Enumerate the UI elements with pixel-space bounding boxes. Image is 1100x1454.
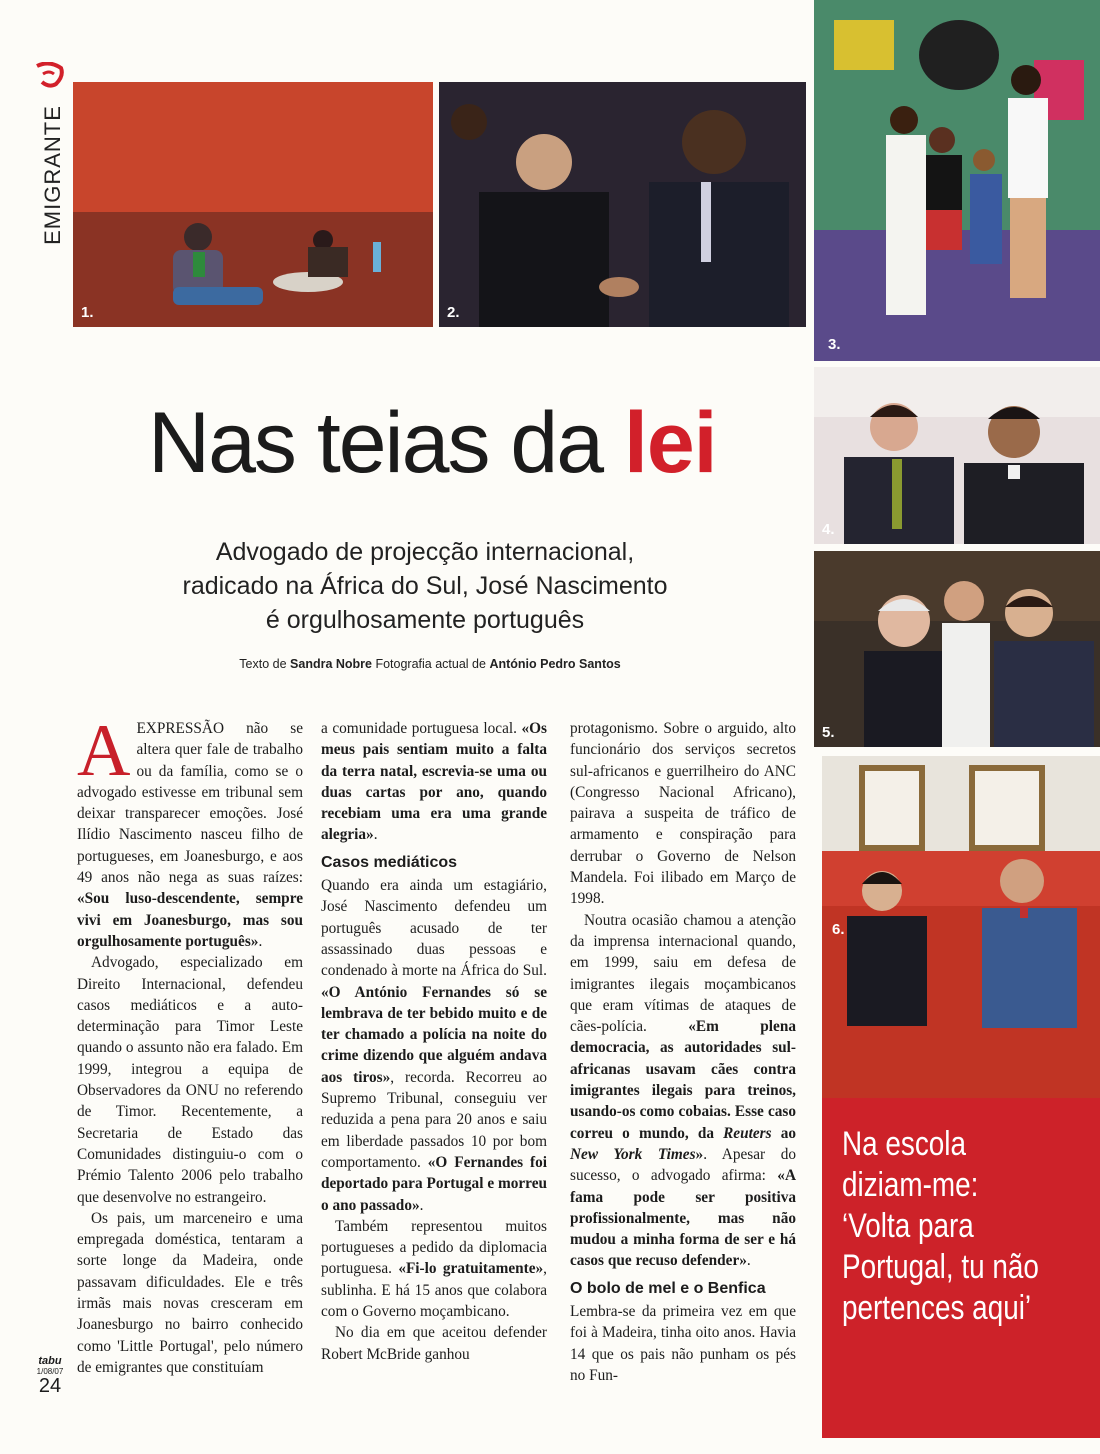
photo-number: 5.: [822, 724, 835, 741]
section-logo-icon: [34, 62, 64, 88]
paragraph: [77, 710, 303, 952]
byline-label: Texto de: [239, 657, 291, 671]
quote-run: «Fi-lo gratuitamente»: [398, 1260, 544, 1278]
quote-run: «O Fernandes foi deportado para Portugal e morreu o ano passado»: [321, 1153, 547, 1214]
pull-quote: Na escola diziam-me: ‘Volta para Portugal, tu não pertences aqui’: [842, 1125, 1039, 1327]
text-run: .: [258, 932, 263, 950]
quote-run: «Em plena democracia, as autoridades sul-africanas usavam cães contra imigrantes ilegais para treinos, usando-os como cobaias. Esse caso correu o mundo, da: [570, 1018, 796, 1142]
headline-text: Nas teias da: [148, 395, 624, 491]
quote-run: «O António Fernandes só se lembrava de ter bebido muito e de ter chamado a polícia na noite do crime dizendo que alguém andava aos tiros»: [321, 983, 547, 1086]
article-column-3: [570, 718, 796, 1386]
photo-number: 1.: [81, 304, 94, 321]
pull-quote-box: [822, 1098, 1100, 1438]
paragraph: Lembra-se da primeira vez em que foi à Madeira, tinha oito anos. Havia 14 que os pais não punham os pés no Fun-: [570, 1303, 796, 1384]
paragraph: protagonismo. Sobre o arguido, alto funcionário dos serviços secretos sul-africanos e guerrilheiro do ANC (Congresso Nacional Africano), pairava a suspeita de tráfico de armamento e conspiração para derrubar o Governo de Nelson Mandela. Foi ilibado em Março de 1998.: [570, 720, 796, 908]
author-name: Sandra Nobre: [290, 657, 372, 671]
section-label: EMIGRANTE: [40, 105, 65, 245]
photo-4: [814, 367, 1100, 544]
folio: [30, 1355, 70, 1396]
photo-1: [73, 82, 433, 327]
text-run: . Apesar do sucesso, o advogado afirma:: [570, 1145, 796, 1185]
quote-run: ao: [771, 1124, 796, 1142]
photo-number: 3.: [828, 336, 841, 353]
text-run: Também representou muitos portugueses a pedido da diplomacia portuguesa.: [321, 1217, 547, 1278]
photo-number: 2.: [447, 304, 460, 321]
drop-cap: A: [77, 710, 131, 792]
paragraph: Advogado, especializado em Direito Internacional, defendeu casos mediáticos e a auto-determinação para Timor Leste quando o assunto não era falado. Em 1999, integrou a equipa de Observadores da ONU no referendo de Timor. Recentemente, a Secretaria de Estado das Comunidades distinguiu-o com o Prémio Talento 2006 pelo trabalho que desenvolve no estrangeiro.: [77, 954, 303, 1206]
standfirst: [130, 535, 720, 637]
photo-credit-label: Fotografia actual de: [372, 657, 490, 671]
photo-number: 4.: [822, 521, 835, 538]
text-run: , sublinha. E há 15 anos que colabora com o Governo moçambicano.: [321, 1260, 547, 1321]
photo-6: [822, 756, 1100, 1098]
quote-run: «Os meus pais sentiam muito a falta da terra natal, escrevia-se uma ou duas cartas por ano, quando recebiam uma era uma grande alegria»: [321, 720, 547, 844]
paragraph: [321, 1216, 547, 1322]
text-run: , recorda. Recorreu ao Supremo Tribunal, conseguiu ver reduzida a pena para 20 anos e saiu em liberdade passados 10 por bom comportamento.: [321, 1068, 548, 1171]
photographer-name: António Pedro Santos: [489, 657, 621, 671]
text-run: a comunidade portuguesa local.: [321, 720, 522, 737]
subheading: O bolo de mel e o Benfica: [570, 1279, 766, 1297]
headline: [148, 395, 748, 491]
article-column-2: [321, 718, 547, 1365]
paragraph: No dia em que aceitou defender Robert McBride ganhou: [321, 1324, 547, 1363]
byline: [140, 657, 720, 671]
quote-run: »: [695, 1145, 704, 1163]
text-run: .: [746, 1252, 751, 1270]
page-number: 24: [38, 1375, 62, 1397]
headline-emphasis: lei: [623, 395, 717, 491]
paragraph: [321, 875, 547, 1216]
quote-run-italic: New York Times: [570, 1145, 696, 1163]
photo-5: [814, 551, 1100, 747]
text-run: .: [419, 1196, 424, 1214]
paragraph: Os pais, um marceneiro e uma empregada doméstica, tentaram a sorte longe da Madeira, onde passavam dificuldades. Ele e três irmãs mais novas cresceram em Joanesburgo no bairro conhecido como 'Little Portugal', pelo número de emigrantes que constituíam: [77, 1209, 303, 1376]
standfirst-line: é orgulhosamente português: [265, 606, 585, 634]
magazine-name: tabu: [38, 1355, 62, 1367]
quote-run-italic: Reuters: [723, 1124, 772, 1142]
article-column-1: [77, 710, 303, 1378]
photo-number: 6.: [832, 921, 845, 938]
paragraph: [570, 910, 796, 1272]
text-run: Noutra ocasião chamou a atenção da imprensa internacional quando, em 1999, saiu em defesa de imigrantes ilegais moçambicanos que eram vítimas de ataques de cães-polícia.: [570, 911, 796, 1036]
section-tab: [30, 62, 66, 245]
text-run: .: [373, 826, 378, 844]
paragraph: [321, 718, 547, 846]
text-run: Quando era ainda um estagiário, José Nascimento defendeu um português acusado de ter assassinado duas pessoas e condenado à morte na África do Sul.: [321, 877, 547, 980]
photo-2: [439, 82, 806, 327]
text-run: EXPRESSÃO não se altera quer fale de trabalho ou da família, como se o advogado estivesse em tribunal sem deixar transparecer emoções. José Ilídio Nascimento nasceu filho de portugueses, em Joanesburgo, e aos 49 anos não nega as suas raízes:: [77, 720, 303, 887]
standfirst-line: radicado na África do Sul, José Nascimento: [182, 572, 668, 600]
subheading: Casos mediáticos: [321, 853, 458, 871]
quote-run: «A fama pode ser positiva profissionalmente, mas não mudou a minha forma de ser e há casos que recuso defender»: [570, 1167, 796, 1270]
photo-3: [814, 0, 1100, 361]
standfirst-line: Advogado de projecção internacional,: [215, 538, 635, 566]
issue-date: 1/08/07: [36, 1367, 64, 1376]
quote-run: «Sou luso-descendente, sempre vivi em Joanesburgo, mas sou orgulhosamente português»: [77, 890, 303, 950]
